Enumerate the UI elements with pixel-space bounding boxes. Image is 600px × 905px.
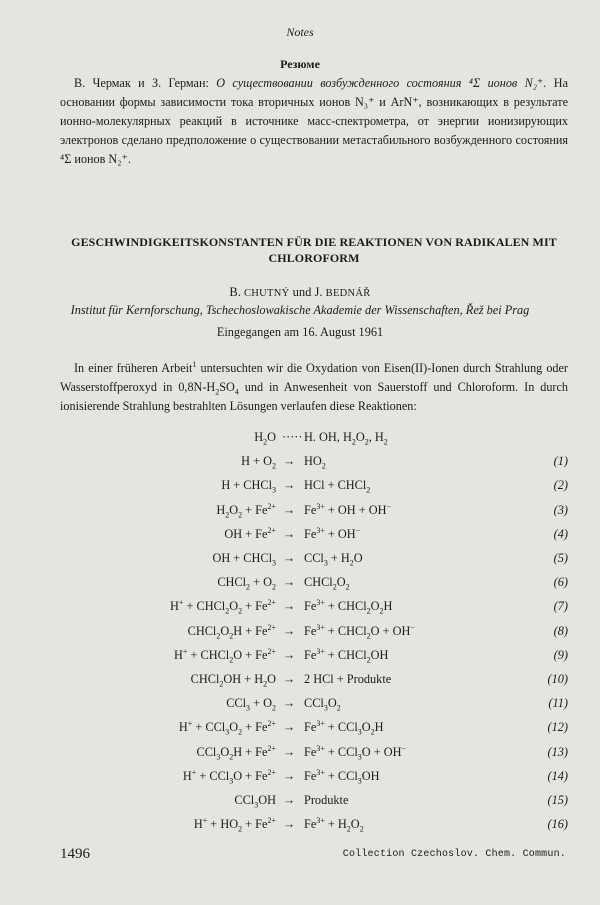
reaction-lhs: CCl$_3$OH: [234, 793, 276, 810]
author1-initial: B.: [229, 285, 244, 299]
reaction-rhs: H. OH, $H_2O_2$, $H_2$: [304, 430, 388, 447]
reaction-number: (14): [547, 768, 568, 783]
author2-name: BEDNÁŘ: [325, 288, 371, 299]
reaction-lhs: $CCl_3 + O_2$: [226, 696, 276, 713]
reaction-row: [0, 672, 600, 692]
reaction-arrow: →: [282, 454, 296, 469]
reaction-lhs: $H + O_2$: [241, 454, 276, 471]
reaction-row: [0, 478, 600, 498]
reaction-lhs: CHCl$_2$OH + $H_2O$: [190, 672, 276, 689]
reaction-row: [0, 454, 600, 474]
reaction-lhs: $CCl_3O_2H + Fe^{2+}$: [196, 743, 276, 762]
reaction-row: [0, 551, 600, 571]
reaction-lhs: $H^+ + HO_2 + Fe^{2+}$: [193, 816, 276, 834]
reaction-rhs: $Fe^{3+}$ + $CHCl_2O_2H$: [304, 598, 393, 616]
reaction-arrow: →: [282, 647, 296, 662]
reaction-lhs: $H^+ + CCl_3O_2 + Fe^{2+}$: [178, 719, 276, 737]
reaction-rhs: $Fe^{3+} + H_2O_2$: [304, 816, 364, 834]
reaction-rhs: $Fe^{3+} + OH^-$: [304, 525, 361, 541]
reaction-number: (7): [553, 599, 568, 614]
reaction-lhs: $H^+ + CHCl_2O_2 + Fe^{2+}$: [170, 598, 276, 616]
reaction-rhs: 2 HCl + Produkte: [304, 672, 392, 686]
reaction-arrow: →: [282, 599, 296, 614]
reaction-rhs: $Fe^{3+}$ + OH + OH−: [304, 501, 392, 517]
reaction-lhs: OH + CHCl$_3$: [212, 551, 276, 568]
reaction-rhs: $Fe^{3+} + CCl_3O_2H$: [304, 719, 384, 737]
article-authors: [0, 285, 600, 300]
reaction-number: (6): [553, 575, 568, 590]
reaction-arrow: →: [282, 817, 296, 832]
intro-text-4: und in Anwesenheit von Sauerstoff und Chloroform. In durch ionisierende Strahlung bestrahlten Lösungen verlaufen diese Reaktionen:: [60, 380, 568, 413]
author-joiner: und J.: [289, 285, 326, 299]
reaction-arrow: →: [282, 478, 296, 493]
reaction-row: [0, 720, 600, 740]
reaction-number: (15): [547, 793, 568, 807]
reaction-arrow: →: [282, 793, 296, 807]
reaction-row: [0, 793, 600, 813]
reaction-row: [0, 745, 600, 765]
article-title: GESCHWINDIGKEITSKONSTANTEN FÜR DIE REAKTIONEN VON RADIKALEN MIT CHLOROFORM: [71, 235, 557, 265]
intro-paragraph: [60, 359, 568, 416]
reaction-number: (12): [547, 720, 568, 735]
reaction-row: [0, 599, 600, 619]
resume-heading: Резюме: [280, 57, 320, 71]
resume-title: О существовании возбужденного состояния ⁴Σ ионов N₂⁺.: [216, 76, 547, 90]
intro-sub-4: 4: [234, 387, 239, 397]
reaction-arrow: →: [282, 575, 296, 590]
reaction-number: (11): [548, 696, 568, 711]
reaction-row: [0, 624, 600, 644]
reaction-row: [0, 648, 600, 668]
reaction-row: [0, 817, 600, 837]
reaction-number: (3): [553, 502, 568, 517]
reaction-number: (10): [547, 672, 568, 686]
reaction-number: (4): [553, 526, 568, 541]
journal-name: Collection Czechoslov. Chem. Commun.: [342, 849, 566, 860]
reaction-arrow: →: [282, 744, 296, 759]
reaction-rhs: $Fe^{3+} + CCl_3OH$: [304, 767, 380, 786]
reaction-number: (1): [553, 454, 568, 469]
intro-sub-2: 2: [215, 387, 220, 397]
article-institute: Institut für Kernforschung, Tschechoslowakische Akademie der Wissenschaften, Řež bei Prag: [70, 303, 530, 317]
reaction-lhs: $H^+ + CCl_3O + Fe^{2+}$: [182, 767, 276, 786]
page-number: 1496: [60, 846, 90, 862]
reaction-lhs: H + CHCl$_3$: [221, 478, 276, 495]
reaction-row: [0, 430, 600, 450]
reaction-number: (5): [553, 551, 568, 565]
intro-text-2: untersuchten wir die Oxydation von Eisen(II)-Ionen durch Strahlung oder Wasserstoffperoxyd in 0,8N-H: [60, 361, 568, 394]
reaction-rhs: $CCl_3 + H_2O$: [304, 551, 363, 568]
reaction-lhs: $CHCl_2O_2H + Fe^{2+}$: [187, 622, 276, 641]
reaction-lhs: $H_2O$: [254, 430, 276, 447]
reaction-rhs: $Fe^{3+}$ + CHCl$_2$OH: [304, 646, 389, 665]
running-head: Notes: [286, 25, 314, 39]
reaction-lhs: $H_2O_2 + Fe^{2+}$: [216, 501, 276, 520]
reaction-arrow: →: [282, 502, 296, 517]
reaction-rhs: $HO_2$: [304, 454, 326, 471]
reaction-arrow: →: [282, 768, 296, 783]
reaction-row: [0, 527, 600, 547]
reaction-number: (16): [547, 817, 568, 832]
intro-text-3: SO: [219, 380, 235, 394]
reaction-rhs: $CHCl_2O_2$: [304, 575, 350, 592]
reaction-rhs: $CCl_3O_2$: [304, 696, 341, 713]
reaction-number: (9): [553, 647, 568, 662]
reaction-row: [0, 503, 600, 523]
reaction-rhs: $Fe^{3+}$ + CHCl$_2$O + OH−: [304, 622, 415, 641]
footnote-ref: 1: [192, 359, 197, 369]
reaction-number: (8): [553, 623, 568, 638]
reaction-arrow: →: [282, 696, 296, 711]
reaction-lhs: H+ + CHCl$_2$O + $Fe^{2+}$: [174, 646, 276, 665]
reaction-row: [0, 769, 600, 789]
reaction-arrow: →: [282, 551, 296, 565]
reaction-rhs: Produkte: [304, 793, 349, 807]
reaction-arrow: →: [282, 623, 296, 638]
reaction-rhs: $Fe^{3+} + CCl_3O + OH^-$: [304, 743, 406, 762]
author1-name: CHUTNÝ: [243, 288, 290, 299]
reaction-lhs: OH + $Fe^{2+}$: [224, 525, 276, 541]
resume-authors: В. Чермак и З. Герман:: [74, 76, 209, 90]
reaction-arrow: ·····: [282, 430, 303, 444]
intro-text-1: In einer früheren Arbeit: [74, 361, 193, 375]
reaction-lhs: CHCl$_2$ + $O_2$: [217, 575, 276, 592]
reaction-row: [0, 696, 600, 716]
resume-text: На основании формы зависимости тока вторичных ионов N₃⁺ и ArN⁺, возникающих в результате ионно-молекулярных реакций в источнике масс-спектрометра, от энергии ионизирующих электронов сделано предположение о существовании метастабильного возбужденного состояния ⁴Σ ионов N₂⁺.: [60, 76, 569, 166]
reaction-arrow: →: [282, 672, 296, 686]
resume-paragraph: [60, 74, 568, 169]
reaction-rhs: HCl + CHCl$_2$: [304, 478, 371, 495]
received-date: Eingegangen am 16. August 1961: [216, 325, 384, 339]
reaction-number: (2): [553, 478, 568, 493]
reaction-number: (13): [547, 744, 568, 759]
reaction-row: [0, 575, 600, 595]
reaction-arrow: →: [282, 526, 296, 541]
reaction-arrow: →: [282, 720, 296, 735]
